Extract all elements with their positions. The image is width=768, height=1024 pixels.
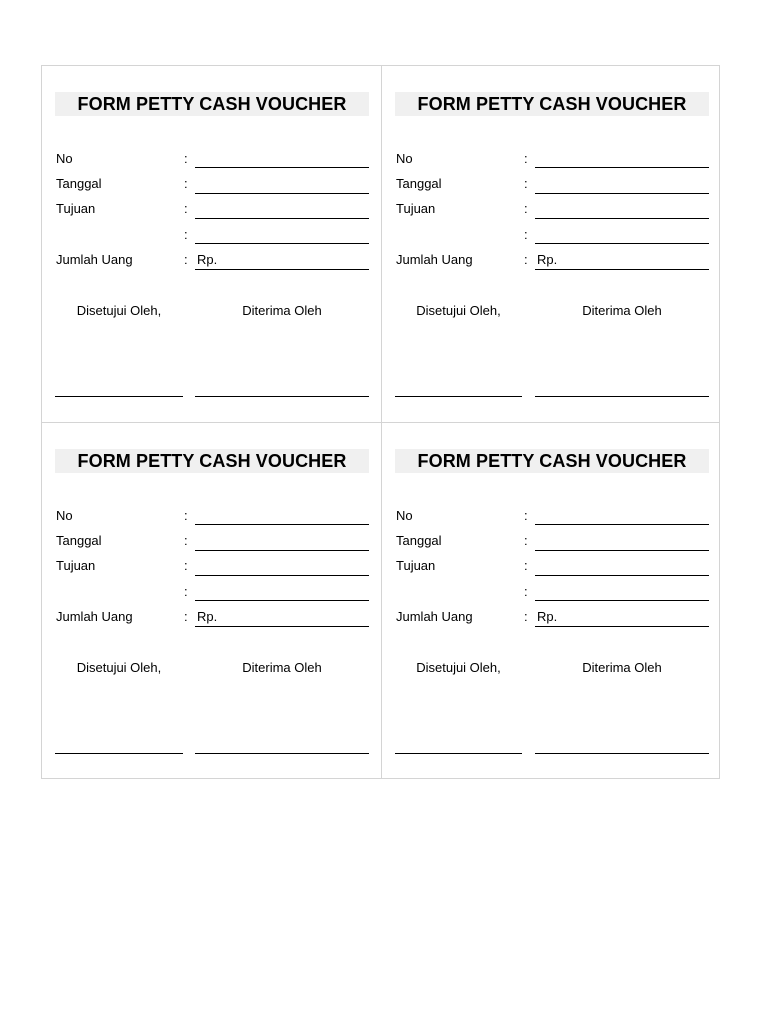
- voucher-title: FORM PETTY CASH VOUCHER: [395, 449, 709, 473]
- tanggal-field[interactable]: [195, 550, 369, 551]
- tanggal-colon: :: [524, 176, 528, 191]
- voucher-title: FORM PETTY CASH VOUCHER: [395, 92, 709, 116]
- approved-by-label: Disetujui Oleh,: [76, 660, 162, 675]
- received-by-label: Diterima Oleh: [242, 660, 322, 675]
- voucher-top-right: [382, 66, 722, 423]
- no-label: No: [396, 508, 413, 523]
- tanggal-label: Tanggal: [56, 533, 102, 548]
- tujuan-field[interactable]: [195, 575, 369, 576]
- tanggal-label: Tanggal: [396, 533, 442, 548]
- jumlah-uang-field[interactable]: [195, 269, 369, 270]
- tanggal-colon: :: [524, 533, 528, 548]
- jumlah-uang-field[interactable]: [195, 626, 369, 627]
- received-by-signature-line[interactable]: [195, 753, 369, 754]
- tujuan-continued-field[interactable]: [195, 600, 369, 601]
- jumlah-uang-prefix: Rp.: [197, 252, 218, 267]
- tanggal-colon: :: [184, 533, 188, 548]
- jumlah-uang-field[interactable]: [535, 269, 709, 270]
- tanggal-field[interactable]: [535, 193, 709, 194]
- no-colon: :: [184, 508, 188, 523]
- tujuan-label: Tujuan: [396, 201, 436, 216]
- tujuan-label: Tujuan: [56, 558, 96, 573]
- approved-by-signature-line[interactable]: [55, 396, 183, 397]
- jumlah-uang-label: Jumlah Uang: [396, 609, 473, 624]
- no-field[interactable]: [535, 524, 709, 525]
- approved-by-label: Disetujui Oleh,: [76, 303, 162, 318]
- tujuan-continued-colon: :: [524, 227, 528, 242]
- jumlah-uang-colon: :: [184, 252, 188, 267]
- voucher-title: FORM PETTY CASH VOUCHER: [55, 449, 369, 473]
- tanggal-colon: :: [184, 176, 188, 191]
- approved-by-label: Disetujui Oleh,: [416, 303, 501, 318]
- tujuan-field[interactable]: [195, 218, 369, 219]
- jumlah-uang-prefix: Rp.: [537, 609, 558, 624]
- tujuan-field[interactable]: [535, 575, 709, 576]
- tujuan-continued-colon: :: [184, 584, 188, 599]
- approved-by-label: Disetujui Oleh,: [416, 660, 501, 675]
- tanggal-field[interactable]: [535, 550, 709, 551]
- received-by-label: Diterima Oleh: [582, 660, 662, 675]
- jumlah-uang-colon: :: [524, 609, 528, 624]
- no-field[interactable]: [195, 167, 369, 168]
- approved-by-signature-line[interactable]: [55, 753, 183, 754]
- tujuan-colon: :: [184, 201, 188, 216]
- received-by-signature-line[interactable]: [535, 396, 709, 397]
- tanggal-field[interactable]: [195, 193, 369, 194]
- jumlah-uang-colon: :: [524, 252, 528, 267]
- voucher-title: FORM PETTY CASH VOUCHER: [55, 92, 369, 116]
- voucher-bottom-left: [42, 423, 382, 780]
- tujuan-colon: :: [524, 201, 528, 216]
- tujuan-continued-field[interactable]: [195, 243, 369, 244]
- no-label: No: [396, 151, 413, 166]
- received-by-label: Diterima Oleh: [582, 303, 662, 318]
- approved-by-signature-line[interactable]: [395, 753, 522, 754]
- jumlah-uang-colon: :: [184, 609, 188, 624]
- tujuan-continued-colon: :: [184, 227, 188, 242]
- tujuan-colon: :: [184, 558, 188, 573]
- tujuan-continued-field[interactable]: [535, 243, 709, 244]
- jumlah-uang-label: Jumlah Uang: [56, 252, 133, 267]
- no-colon: :: [184, 151, 188, 166]
- approved-by-signature-line[interactable]: [395, 396, 522, 397]
- no-colon: :: [524, 508, 528, 523]
- tanggal-label: Tanggal: [56, 176, 102, 191]
- received-by-signature-line[interactable]: [195, 396, 369, 397]
- jumlah-uang-label: Jumlah Uang: [56, 609, 133, 624]
- jumlah-uang-prefix: Rp.: [197, 609, 218, 624]
- tanggal-label: Tanggal: [396, 176, 442, 191]
- tujuan-continued-field[interactable]: [535, 600, 709, 601]
- tujuan-label: Tujuan: [396, 558, 436, 573]
- voucher-bottom-right: [382, 423, 722, 780]
- tujuan-label: Tujuan: [56, 201, 96, 216]
- no-colon: :: [524, 151, 528, 166]
- received-by-label: Diterima Oleh: [242, 303, 322, 318]
- jumlah-uang-field[interactable]: [535, 626, 709, 627]
- tujuan-colon: :: [524, 558, 528, 573]
- voucher-top-left: [42, 66, 382, 423]
- received-by-signature-line[interactable]: [535, 753, 709, 754]
- jumlah-uang-prefix: Rp.: [537, 252, 558, 267]
- no-field[interactable]: [195, 524, 369, 525]
- no-label: No: [56, 508, 73, 523]
- no-field[interactable]: [535, 167, 709, 168]
- no-label: No: [56, 151, 73, 166]
- jumlah-uang-label: Jumlah Uang: [396, 252, 473, 267]
- tujuan-continued-colon: :: [524, 584, 528, 599]
- tujuan-field[interactable]: [535, 218, 709, 219]
